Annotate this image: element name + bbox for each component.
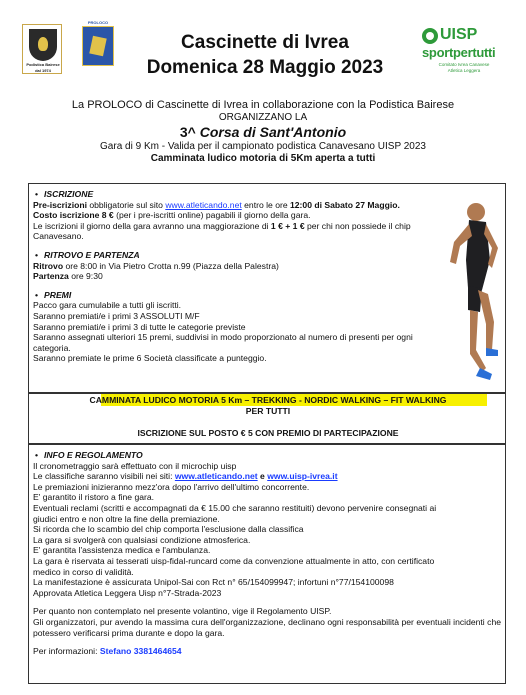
premi-line-5: categoria. — [33, 342, 71, 353]
iscrizione-section — [33, 189, 463, 364]
premi-line-6: Saranno premiate le prime 6 Società classificate a punteggio. — [33, 353, 267, 364]
contact-label: Per informazioni: — [33, 646, 100, 657]
logo-left-text: Podistica Bairese — [26, 62, 60, 67]
proloco-logo — [78, 20, 118, 76]
uisp-logo — [418, 26, 510, 81]
intro-line-4: Camminata ludico motoria di 5Km aperta a tutti — [150, 153, 376, 164]
race-number: 3^ — [179, 124, 196, 140]
ritrovo-label: Ritrovo — [33, 260, 64, 271]
premi-line-3: Saranno premiati/e i primi 3 di tutte le categorie previste — [33, 321, 246, 332]
shield-icon — [29, 29, 57, 61]
race-title — [30, 124, 496, 141]
preiscrizioni-label: Pre-iscrizioni — [33, 199, 87, 210]
ritrovo-line-2 — [33, 271, 463, 282]
intro-line-2: ORGANIZZANO LA — [218, 112, 308, 123]
uisp-brand: UISP — [440, 26, 478, 43]
info-line-13: Approvata Atletica Leggera Uisp n°7-Strada-2023 — [33, 587, 222, 598]
text-fragment: e — [257, 471, 268, 482]
intro-line-1: La PROLOCO di Cascinette di Ivrea in collaborazione con la Podistica Bairese — [71, 99, 455, 111]
title-line-1: Cascinette di Ivrea — [181, 32, 349, 53]
intro — [30, 98, 496, 165]
text-fragment: (per i pre-iscritti online) pagabili il giorno della gara. — [113, 210, 311, 221]
info-heading: • INFO E REGOLAMENTO — [33, 450, 501, 461]
text-fragment: ore 8:00 in Via Pietro Crotta n.99 (Piazza della Palestra) — [63, 260, 279, 271]
info-line-14: Per quanto non contemplato nel presente volantino, vige il Regolamento UISP. — [33, 606, 332, 617]
atleticando-link[interactable]: www.atleticando.net — [165, 199, 242, 210]
atleticando-link-2[interactable]: www.atleticando.net — [174, 471, 258, 482]
text-fragment: ore 9:30 — [68, 271, 103, 282]
proloco-logo-text: PROLOCO — [87, 20, 109, 25]
premi-line-2: Saranno premiati/e i primi 3 ASSOLUTI M/F — [33, 310, 200, 321]
iscrizione-line-1 — [33, 200, 463, 211]
uisp-mark-icon — [422, 28, 438, 44]
uisp-sub-2: Atletica Leggera — [447, 68, 481, 73]
premi-line-1: Pacco gara cumulabile a tutti gli iscritti. — [33, 300, 182, 311]
partenza-label: Partenza — [33, 271, 69, 282]
ritrovo-line-1 — [33, 261, 463, 272]
uisp-sub-1: Comitato Ivrea Canavese — [438, 62, 490, 67]
info-line-1: Il cronometraggio sarà effettuato con il microchip uisp — [33, 460, 237, 471]
text-fragment: obbligatorie sul sito — [86, 199, 166, 210]
premi-heading: • PREMI — [33, 290, 463, 301]
camminata-box — [28, 393, 506, 444]
race-name: Corsa di Sant'Antonio — [199, 124, 347, 140]
iscrizione-line-3 — [33, 221, 463, 232]
info-line-7: Si ricorda che lo scambio del chip comporta l'esclusione dalla classifica — [33, 524, 304, 535]
title-line-2: Domenica 28 Maggio 2023 — [146, 57, 384, 78]
info-line-12: La manifestazione è assicurata Unipol-Sai con Rct n° 65/154099947; infortuni n°77/154100098 — [33, 577, 394, 588]
info-line-8: La gara si svolgerà con qualsiasi condizione atmosferica. — [33, 534, 251, 545]
text-fragment: entro le ore — [241, 199, 290, 210]
camminata-line-1: CAMMINATA LUDICO MOTORIA 5 Km – TREKKING - NORDIC WALKING – FIT WALKING — [89, 395, 447, 405]
uisp-slogan: sportpertutti — [422, 45, 496, 60]
page-title — [120, 30, 410, 80]
deadline-text: 12:00 di Sabato 27 Maggio. — [290, 199, 400, 210]
camminata-line-2: PER TUTTI — [245, 406, 291, 416]
intro-line-3: Gara di 9 Km - Valida per il campionato podistica Canavesano UISP 2023 — [100, 141, 426, 152]
uisp-ivrea-link[interactable]: www.uisp-ivrea.it — [267, 471, 338, 482]
ritrovo-heading: • RITROVO E PARTENZA — [33, 250, 463, 261]
cost-label: Costo iscrizione 8 € — [33, 210, 114, 221]
info-line-10: La gara è riservata ai tesserati uisp-fidal-runcard come da convenzione attualmente in atto, con certificato — [33, 555, 435, 566]
info-line-3: Le premiazioni inizieranno mezz'ora dopo l'arrivo dell'ultimo concorrente. — [33, 481, 310, 492]
info-line-6: giudici entro e non oltre la fine della premiazione. — [33, 513, 220, 524]
contact-value: Stefano 3381464654 — [99, 646, 182, 657]
iscrizione-line-4: Canavesano. — [33, 231, 84, 242]
info-line-9: E' garantita l'assistenza medica e l'ambulanza. — [33, 545, 211, 556]
surcharge-text: 1 € + 1 € — [270, 220, 305, 231]
podistica-bairese-logo — [22, 24, 62, 74]
info-line-4: E' garantito il ristoro a fine gara. — [33, 492, 155, 503]
info-line-11: medico in corso di validità. — [33, 566, 134, 577]
camminata-line-3: ISCRIZIONE SUL POSTO € 5 CON PREMIO DI PARTECIPAZIONE — [137, 428, 399, 438]
premi-line-4: Saranno assegnati ulteriori 15 premi, suddivisi in modo proporzionato al numero di presenti per ogni — [33, 332, 413, 343]
header — [0, 0, 526, 95]
iscrizione-line-2 — [33, 210, 463, 221]
info-line-5: Eventuali reclami (scritti e accompagnati da € 15.00 che saranno restituiti) devono pervenire consegnati ai — [33, 502, 437, 513]
info-line-15: Gli organizzatori, pur avendo la massima cura dell'organizzazione, declinano ogni responsabilità per eventuali incidenti che potessero verificarsi prima durante e dopo la gara. — [33, 616, 501, 638]
flag-icon — [82, 26, 114, 66]
text-fragment: Le iscrizioni il giorno della gara avranno una maggiorazione di — [33, 220, 271, 231]
text-fragment: Le classifiche saranno visibili nei siti: — [33, 471, 175, 482]
info-section — [33, 450, 501, 657]
iscrizione-heading: • ISCRIZIONE — [33, 189, 463, 200]
text-fragment: per chi non possiede il chip — [304, 220, 411, 231]
info-line-2 — [33, 471, 501, 482]
logo-left-year: dal 1974 — [35, 68, 51, 73]
contact-line — [33, 646, 501, 657]
